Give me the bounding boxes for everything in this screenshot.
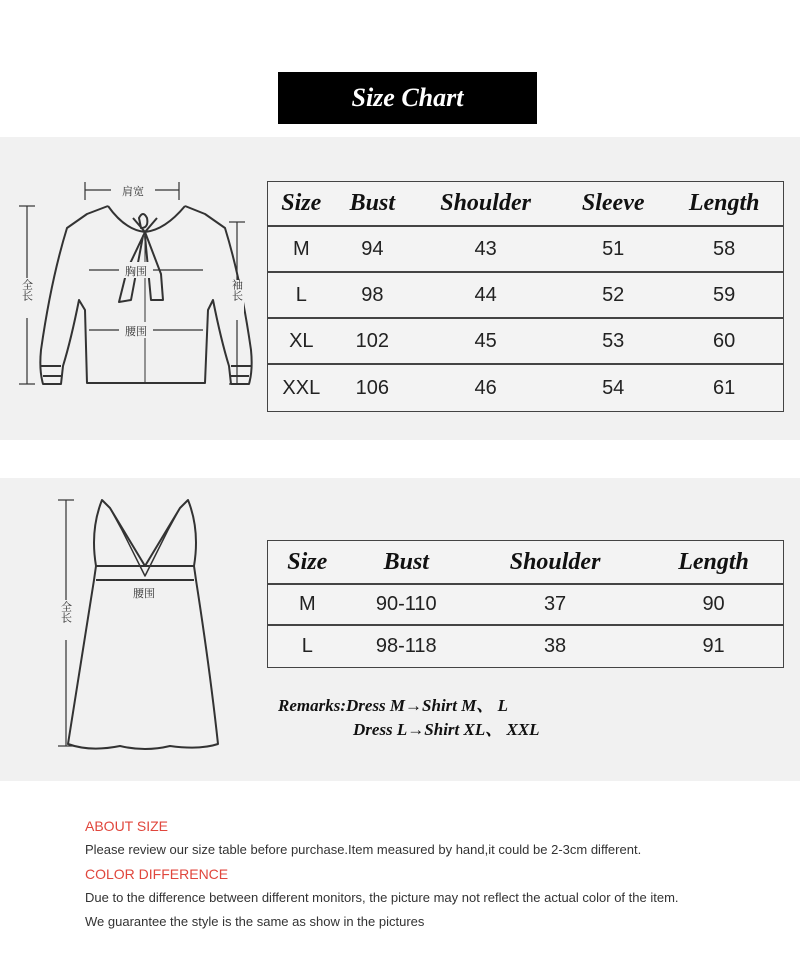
style-guarantee-text: We guarantee the style is the same as show in the pictures bbox=[85, 914, 425, 929]
about-size-heading: ABOUT SIZE bbox=[85, 818, 168, 834]
table-cell: 54 bbox=[602, 376, 625, 399]
waist-label: 腰围 bbox=[125, 325, 147, 338]
table-cell: 98-118 bbox=[375, 635, 437, 657]
about-size-text: Please review our size table before purchase.Item measured by hand,it could be 2-3cm different. bbox=[85, 842, 642, 857]
table-cell: 106 bbox=[355, 376, 390, 399]
table-cell: 91 bbox=[702, 635, 725, 657]
header-cell: Size bbox=[268, 541, 347, 585]
shirt-size-table bbox=[267, 181, 784, 412]
table-cell: 53 bbox=[561, 319, 665, 365]
table-cell: XXL bbox=[282, 376, 321, 399]
table-cell: 45 bbox=[410, 319, 561, 365]
table-cell: XL bbox=[268, 319, 335, 365]
table-cell: 38 bbox=[543, 635, 567, 657]
table-row bbox=[268, 227, 783, 273]
table-header-row bbox=[268, 541, 783, 585]
table-cell: 37 bbox=[466, 585, 644, 626]
dress-diagram bbox=[50, 490, 230, 770]
header-cell: Size bbox=[268, 182, 335, 227]
header-cell: Shoulder bbox=[466, 541, 644, 585]
table-cell: 59 bbox=[665, 273, 783, 319]
table-cell: 51 bbox=[561, 227, 665, 273]
bust-label: 胸围 bbox=[125, 265, 147, 278]
bow-outline bbox=[108, 206, 185, 302]
header-cell: Shoulder bbox=[410, 182, 561, 227]
color-difference-text: Due to the difference between different monitors, the picture may not reflect the actual color of the item. bbox=[85, 890, 679, 905]
table-cell: 46 bbox=[474, 376, 497, 399]
color-difference-heading: COLOR DIFFERENCE bbox=[85, 866, 229, 882]
header-cell: Length bbox=[644, 541, 783, 585]
header-cell: Sleeve bbox=[561, 182, 665, 227]
remarks bbox=[278, 694, 758, 742]
length-label: 全长 bbox=[20, 279, 34, 301]
table-cell: 60 bbox=[665, 319, 783, 365]
notes-section bbox=[85, 814, 785, 934]
header-cell: Bust bbox=[347, 541, 466, 585]
table-cell: M bbox=[268, 585, 347, 626]
dress-length-label: 全长 bbox=[59, 601, 73, 623]
table-cell: M bbox=[268, 227, 335, 273]
table-cell: L bbox=[268, 273, 335, 319]
table-row bbox=[268, 585, 783, 626]
table-cell: 98 bbox=[335, 273, 411, 319]
table-cell: 61 bbox=[713, 376, 736, 399]
table-header-row bbox=[268, 182, 783, 227]
table-row bbox=[268, 273, 783, 319]
header-cell: Bust bbox=[335, 182, 411, 227]
table-row bbox=[268, 626, 783, 667]
table-cell: 58 bbox=[665, 227, 783, 273]
shirt-diagram bbox=[15, 170, 255, 405]
dress-size-table bbox=[267, 540, 784, 668]
table-row bbox=[268, 365, 783, 411]
shoulder-label: 肩宽 bbox=[122, 185, 144, 198]
table-cell: 90 bbox=[644, 585, 783, 626]
remarks-line-2: Dress L→Shirt XL、 XXL bbox=[353, 720, 540, 739]
sleeve-label: 袖长 bbox=[230, 279, 244, 301]
table-row bbox=[268, 319, 783, 365]
table-cell: 43 bbox=[410, 227, 561, 273]
dress-outline bbox=[68, 500, 218, 749]
dress-waist-label: 腰围 bbox=[133, 587, 155, 600]
table-cell: 52 bbox=[561, 273, 665, 319]
size-chart-title: Size Chart bbox=[278, 72, 537, 124]
table-cell: 44 bbox=[410, 273, 561, 319]
header-cell: Length bbox=[665, 182, 783, 227]
table-cell: 102 bbox=[335, 319, 411, 365]
table-cell: 94 bbox=[335, 227, 411, 273]
table-cell: L bbox=[301, 635, 313, 657]
table-cell: 90-110 bbox=[347, 585, 466, 626]
remarks-line-1: Remarks:Dress M→Shirt M、 L bbox=[278, 696, 509, 715]
